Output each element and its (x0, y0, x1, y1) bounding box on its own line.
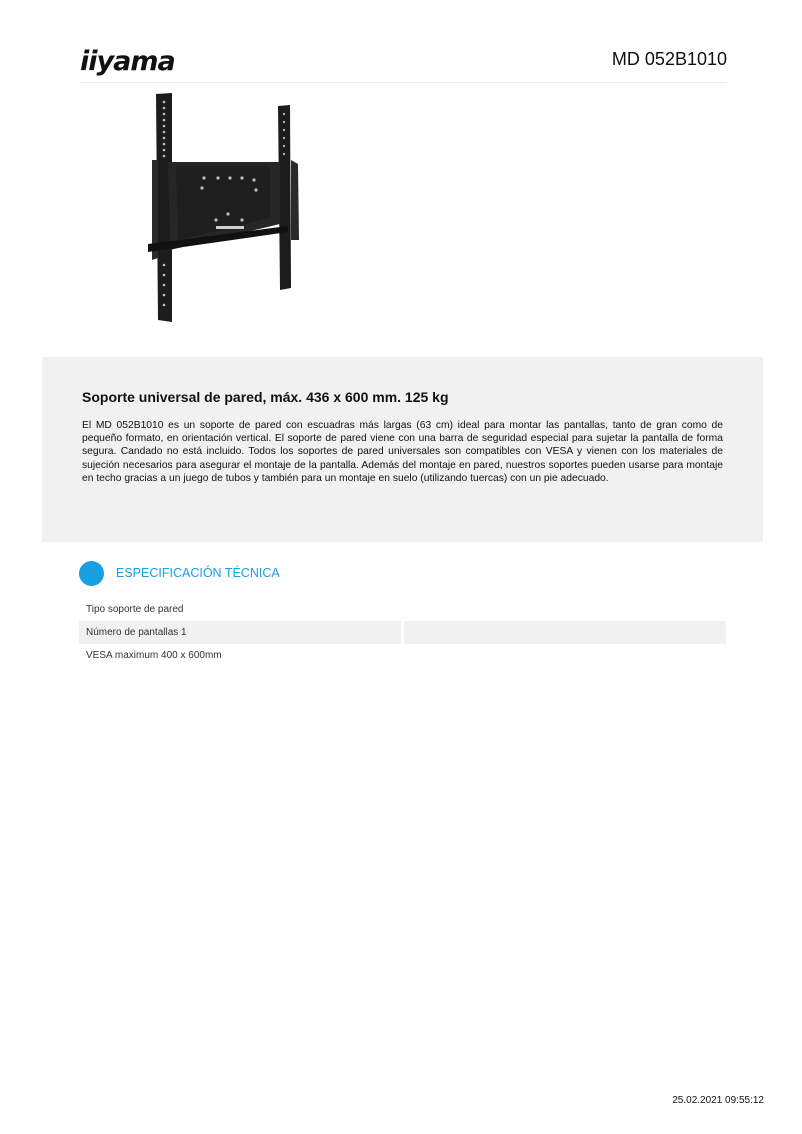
circle-icon (79, 561, 104, 586)
spec-label: VESA maximum 400 x 600mm (86, 650, 222, 661)
print-timestamp: 25.02.2021 09:55:12 (672, 1095, 764, 1106)
spec-section-title: ESPECIFICACIÓN TÉCNICA (116, 566, 280, 580)
spec-value (404, 598, 726, 621)
model-number: MD 052B1010 (611, 49, 727, 69)
spec-value (404, 644, 726, 667)
logo-text: iiyama (80, 46, 175, 77)
product-description: El MD 052B1010 es un soporte de pared con escuadras más largas (63 cm) ideal para montar las pantallas, tanto de gran como de pequeño formato, en orientación vertical. El soporte de pared viene con una barra de seguridad especial para sujetar la pantalla de forma segura. Candado no está incluido. Todos los soportes de pared universales son compatibles con VESA y vienen con los materiales de sujeción necesarios para asegurar el montaje de la pantalla. Además del montaje en pared, nuestros soportes pueden usarse para montaje en techo gracias a un juego de tubos y también para un montaje en suelo (utilizando tuercas) con un pie adecuado. (82, 420, 723, 484)
table-row (79, 621, 726, 644)
spec-label: Número de pantallas 1 (79, 621, 401, 644)
spec-value (404, 621, 726, 644)
description-panel (42, 357, 763, 542)
page-header (80, 40, 727, 83)
spec-label: Tipo soporte de pared (86, 604, 184, 615)
wall-mount-image (138, 90, 308, 326)
product-title: Soporte universal de pared, máx. 436 x 600 mm. 125 kg (82, 389, 449, 405)
table-row (79, 598, 726, 621)
table-row (79, 644, 726, 667)
spec-table (79, 598, 726, 667)
